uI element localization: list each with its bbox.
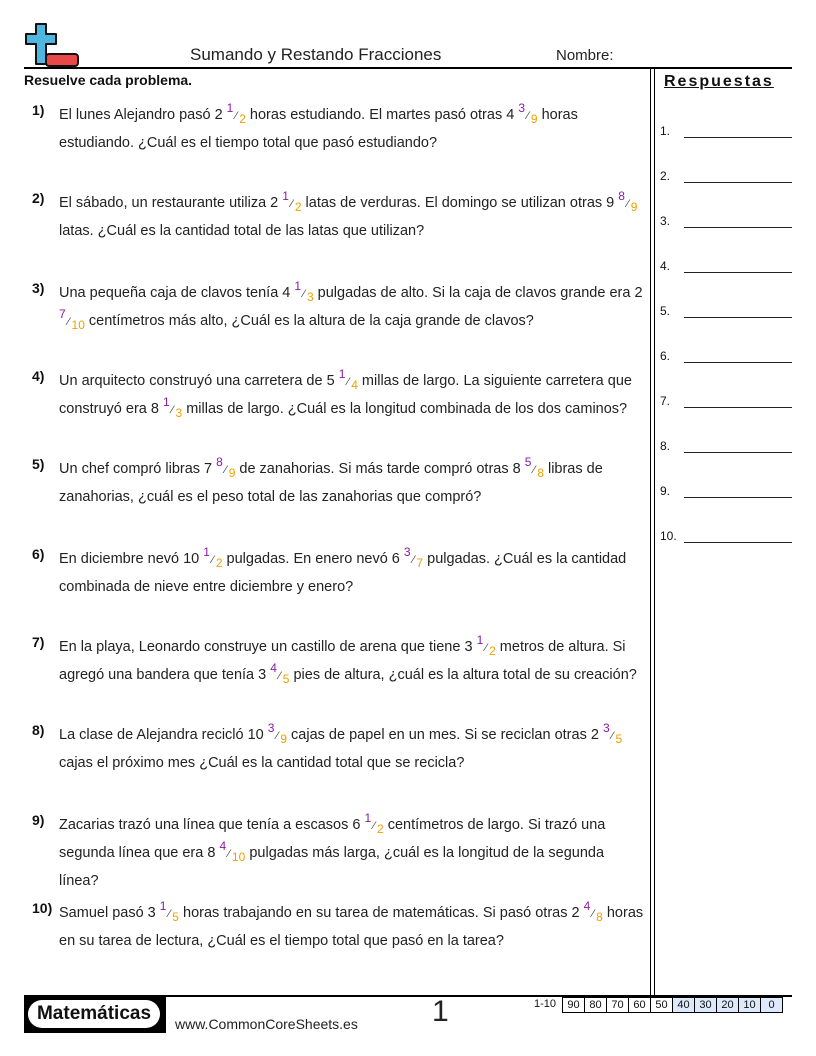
problem-number: 10) bbox=[32, 900, 53, 916]
fraction bbox=[203, 546, 222, 574]
score-cell: 40 bbox=[673, 997, 695, 1013]
answer-number: 4. bbox=[660, 259, 671, 273]
denominator: 10 bbox=[231, 850, 246, 864]
problem-number: 5) bbox=[32, 456, 45, 472]
page-number: 1 bbox=[432, 995, 449, 1028]
answer-number: 5. bbox=[660, 304, 671, 318]
answers-title: Respuestas bbox=[664, 73, 774, 90]
fraction bbox=[365, 812, 384, 840]
problem-number: 4) bbox=[32, 368, 45, 384]
text-segment: cajas de papel en un mes. Si se reciclan otras 2 bbox=[287, 727, 603, 743]
problem-number: 9) bbox=[32, 812, 45, 828]
denominator: 7 bbox=[416, 556, 424, 570]
text-segment: pulgadas más larga, ¿cuál es la longitud de la segunda línea? bbox=[59, 845, 605, 889]
fraction bbox=[518, 102, 537, 130]
plus-minus-logo-icon bbox=[24, 22, 80, 68]
denominator: 8 bbox=[596, 910, 603, 924]
text-segment: La clase de Alejandra recicló 10 bbox=[59, 727, 268, 743]
denominator: 5 bbox=[615, 732, 623, 746]
problem-8 bbox=[24, 722, 644, 777]
score-cell: 10 bbox=[739, 997, 761, 1013]
fraction bbox=[163, 396, 182, 424]
text-segment: El lunes Alejandro pasó 2 bbox=[59, 107, 227, 123]
answer-row bbox=[660, 390, 792, 410]
text-segment: En la playa, Leonardo construye un castillo de arena que tiene 3 bbox=[59, 639, 477, 655]
problem-7 bbox=[24, 634, 644, 690]
fraction-slash: ⁄ bbox=[373, 820, 376, 832]
answer-blank[interactable] bbox=[684, 227, 792, 228]
text-segment: Samuel pasó 3 bbox=[59, 905, 160, 921]
text-segment: horas en su tarea de lectura, ¿Cuál es el tiempo total que pasó en la tarea? bbox=[59, 905, 644, 949]
numerator: 3 bbox=[602, 721, 610, 735]
text-segment: centímetros más alto, ¿Cuál es la altura de la caja grande de clavos? bbox=[84, 313, 534, 329]
fraction bbox=[270, 662, 289, 690]
denominator: 9 bbox=[530, 112, 538, 126]
answer-row bbox=[660, 165, 792, 185]
fraction-slash: ⁄ bbox=[485, 642, 488, 654]
fraction-slash: ⁄ bbox=[228, 848, 230, 860]
fraction-slash: ⁄ bbox=[626, 198, 629, 210]
column-divider bbox=[654, 67, 655, 997]
answer-number: 8. bbox=[660, 439, 671, 453]
text-segment: horas trabajando en su tarea de matemáticas. Si pasó otras 2 bbox=[178, 905, 584, 921]
problem-text bbox=[59, 812, 644, 895]
text-segment: latas. ¿Cuál es la cantidad total de las latas que utilizan? bbox=[59, 223, 425, 239]
answer-blank[interactable] bbox=[684, 407, 792, 408]
score-cell: 60 bbox=[629, 997, 651, 1013]
text-segment: libras de zanahorias, ¿cuál es el peso total de las zanahorias que compró? bbox=[59, 461, 603, 505]
fraction-slash: ⁄ bbox=[278, 670, 281, 682]
problem-5 bbox=[24, 456, 644, 511]
numerator: 3 bbox=[267, 721, 275, 735]
problem-number: 7) bbox=[32, 634, 45, 650]
score-cell: 80 bbox=[585, 997, 607, 1013]
fraction bbox=[339, 368, 358, 396]
fraction-slash: ⁄ bbox=[527, 110, 529, 122]
answer-number: 10. bbox=[660, 529, 677, 543]
fraction bbox=[584, 900, 603, 928]
problem-6 bbox=[24, 546, 644, 601]
numerator: 8 bbox=[216, 455, 223, 469]
text-segment: pulgadas. En enero nevó 6 bbox=[222, 551, 404, 567]
denominator: 9 bbox=[280, 732, 287, 746]
text-segment: millas de largo. ¿Cuál es la longitud combinada de los dos caminos? bbox=[182, 401, 628, 417]
denominator: 3 bbox=[175, 406, 183, 420]
denominator: 2 bbox=[215, 556, 223, 570]
answer-number: 1. bbox=[660, 124, 671, 138]
fraction-slash: ⁄ bbox=[533, 464, 536, 476]
score-cell: 20 bbox=[717, 997, 739, 1013]
text-segment: millas de largo. La siguiente carretera que construyó era 8 bbox=[59, 373, 632, 417]
fraction-slash: ⁄ bbox=[276, 730, 279, 742]
fraction-slash: ⁄ bbox=[412, 554, 415, 566]
text-segment: de zanahorias. Si más tarde compró otras 8 bbox=[235, 461, 525, 477]
text-segment: Una pequeña caja de clavos tenía 4 bbox=[59, 285, 295, 301]
text-segment: cajas el próximo mes ¿Cuál es la cantidad total que se recicla? bbox=[59, 755, 465, 771]
fraction bbox=[216, 456, 235, 484]
column-divider bbox=[650, 67, 651, 997]
answer-blank[interactable] bbox=[684, 497, 792, 498]
answer-row bbox=[660, 345, 792, 365]
fraction bbox=[525, 456, 544, 484]
numerator: 3 bbox=[403, 545, 411, 559]
score-cell: 50 bbox=[651, 997, 673, 1013]
score-label: 1-10 bbox=[534, 998, 557, 1010]
text-segment: pulgadas. ¿Cuál es la cantidad combinada de nieve entre diciembre y enero? bbox=[59, 551, 627, 595]
numerator: 7 bbox=[59, 307, 66, 321]
problem-number: 3) bbox=[32, 280, 45, 296]
fraction bbox=[618, 190, 637, 218]
text-segment: Un chef compró libras 7 bbox=[59, 461, 217, 477]
fraction-slash: ⁄ bbox=[235, 110, 238, 122]
text-segment: El sábado, un restaurante utiliza 2 bbox=[59, 195, 283, 211]
text-segment: pulgadas de alto. Si la caja de clavos grande era 2 bbox=[313, 285, 643, 301]
problem-number: 1) bbox=[32, 102, 45, 118]
fraction-slash: ⁄ bbox=[290, 198, 293, 210]
fraction bbox=[268, 722, 287, 750]
denominator: 5 bbox=[282, 672, 290, 686]
problem-1 bbox=[24, 102, 644, 157]
denominator: 5 bbox=[172, 910, 179, 924]
answer-blank[interactable] bbox=[684, 452, 792, 453]
numerator: 1 bbox=[338, 367, 346, 381]
answer-row bbox=[660, 525, 792, 545]
denominator: 3 bbox=[306, 290, 314, 304]
fraction-slash: ⁄ bbox=[67, 316, 70, 328]
numerator: 1 bbox=[159, 899, 167, 913]
answer-number: 6. bbox=[660, 349, 671, 363]
text-segment: metros de altura. Si agregó una bandera que tenía 3 bbox=[59, 639, 626, 683]
answer-number: 3. bbox=[660, 214, 671, 228]
numerator: 1 bbox=[294, 279, 302, 293]
text-segment: horas estudiando. ¿Cuál es el tiempo total que pasó estudiando? bbox=[59, 107, 578, 151]
denominator: 9 bbox=[228, 466, 236, 480]
problem-2 bbox=[24, 190, 644, 245]
answer-row bbox=[660, 435, 792, 455]
instructions: Resuelve cada problema. bbox=[24, 72, 193, 88]
answer-row bbox=[660, 120, 792, 140]
problem-9 bbox=[24, 812, 644, 895]
denominator: 9 bbox=[630, 200, 638, 214]
denominator: 8 bbox=[537, 466, 544, 480]
problem-text bbox=[59, 634, 644, 690]
score-cell: 90 bbox=[562, 997, 585, 1013]
problem-text bbox=[59, 900, 644, 955]
score-cell: 30 bbox=[695, 997, 717, 1013]
answer-blank[interactable] bbox=[684, 317, 792, 318]
numerator: 1 bbox=[203, 545, 210, 559]
answer-blank[interactable] bbox=[684, 272, 792, 273]
brand-label: Matemáticas bbox=[28, 1000, 160, 1028]
problem-text bbox=[59, 546, 644, 601]
numerator: 1 bbox=[162, 395, 170, 409]
text-segment: En diciembre nevó 10 bbox=[59, 551, 204, 567]
problem-4 bbox=[24, 368, 644, 424]
numerator: 1 bbox=[364, 811, 372, 825]
denominator: 2 bbox=[377, 822, 384, 836]
fraction-slash: ⁄ bbox=[171, 404, 174, 416]
problem-text bbox=[59, 280, 644, 336]
fraction-slash: ⁄ bbox=[303, 288, 305, 300]
answer-blank[interactable] bbox=[684, 362, 792, 363]
numerator: 8 bbox=[618, 189, 625, 203]
score-cell: 0 bbox=[761, 997, 783, 1013]
text-segment: Zacarias trazó una línea que tenía a escasos 6 bbox=[59, 817, 365, 833]
answer-number: 2. bbox=[660, 169, 671, 183]
answer-row bbox=[660, 210, 792, 230]
problem-text bbox=[59, 456, 644, 511]
denominator: 2 bbox=[294, 200, 302, 214]
fraction bbox=[219, 840, 245, 868]
denominator: 2 bbox=[239, 112, 246, 126]
answer-number: 7. bbox=[660, 394, 671, 408]
numerator: 4 bbox=[583, 899, 591, 913]
problem-number: 6) bbox=[32, 546, 45, 562]
text-segment: pies de altura, ¿cuál es la altura total de su creación? bbox=[289, 667, 637, 683]
name-label: Nombre: bbox=[556, 47, 614, 64]
numerator: 3 bbox=[518, 101, 526, 115]
score-table bbox=[534, 997, 783, 1013]
problem-10 bbox=[24, 900, 644, 955]
problem-text bbox=[59, 190, 644, 245]
fraction bbox=[227, 102, 246, 130]
fraction bbox=[282, 190, 301, 218]
problem-3 bbox=[24, 280, 644, 336]
answer-blank[interactable] bbox=[684, 542, 792, 543]
website-link: www.CommonCoreSheets.es bbox=[175, 1016, 358, 1032]
problem-text bbox=[59, 102, 644, 157]
numerator: 4 bbox=[219, 839, 227, 853]
answer-row bbox=[660, 255, 792, 275]
fraction-slash: ⁄ bbox=[611, 730, 614, 742]
fraction-slash: ⁄ bbox=[347, 376, 350, 388]
answer-number: 9. bbox=[660, 484, 671, 498]
fraction bbox=[294, 280, 313, 308]
text-segment: Un arquitecto construyó una carretera de 5 bbox=[59, 373, 339, 389]
numerator: 1 bbox=[282, 189, 289, 203]
numerator: 1 bbox=[226, 101, 234, 115]
problem-text bbox=[59, 722, 644, 777]
numerator: 1 bbox=[476, 633, 484, 647]
fraction bbox=[603, 722, 622, 750]
text-segment: centímetros de largo. Si trazó una segunda línea que era 8 bbox=[59, 817, 606, 861]
problem-text bbox=[59, 368, 644, 424]
header-divider bbox=[24, 67, 792, 69]
answer-blank[interactable] bbox=[684, 182, 792, 183]
brand-logo bbox=[24, 997, 166, 1033]
answer-blank[interactable] bbox=[684, 137, 792, 138]
score-cell: 70 bbox=[607, 997, 629, 1013]
worksheet-title: Sumando y Restando Fracciones bbox=[190, 45, 442, 64]
numerator: 5 bbox=[524, 455, 532, 469]
answer-row bbox=[660, 300, 792, 320]
fraction bbox=[477, 634, 496, 662]
fraction bbox=[59, 308, 85, 336]
denominator: 10 bbox=[71, 318, 85, 332]
fraction-slash: ⁄ bbox=[224, 464, 227, 476]
fraction bbox=[160, 900, 179, 928]
numerator: 4 bbox=[270, 661, 277, 675]
fraction-slash: ⁄ bbox=[592, 908, 595, 920]
fraction bbox=[404, 546, 423, 574]
text-segment: latas de verduras. El domingo se utilizan otras 9 bbox=[301, 195, 619, 211]
fraction-slash: ⁄ bbox=[211, 554, 214, 566]
text-segment: horas estudiando. El martes pasó otras 4 bbox=[245, 107, 519, 123]
problem-number: 2) bbox=[32, 190, 45, 206]
denominator: 2 bbox=[489, 644, 496, 658]
answer-row bbox=[660, 480, 792, 500]
problem-number: 8) bbox=[32, 722, 45, 738]
denominator: 4 bbox=[351, 378, 358, 392]
fraction-slash: ⁄ bbox=[168, 908, 171, 920]
